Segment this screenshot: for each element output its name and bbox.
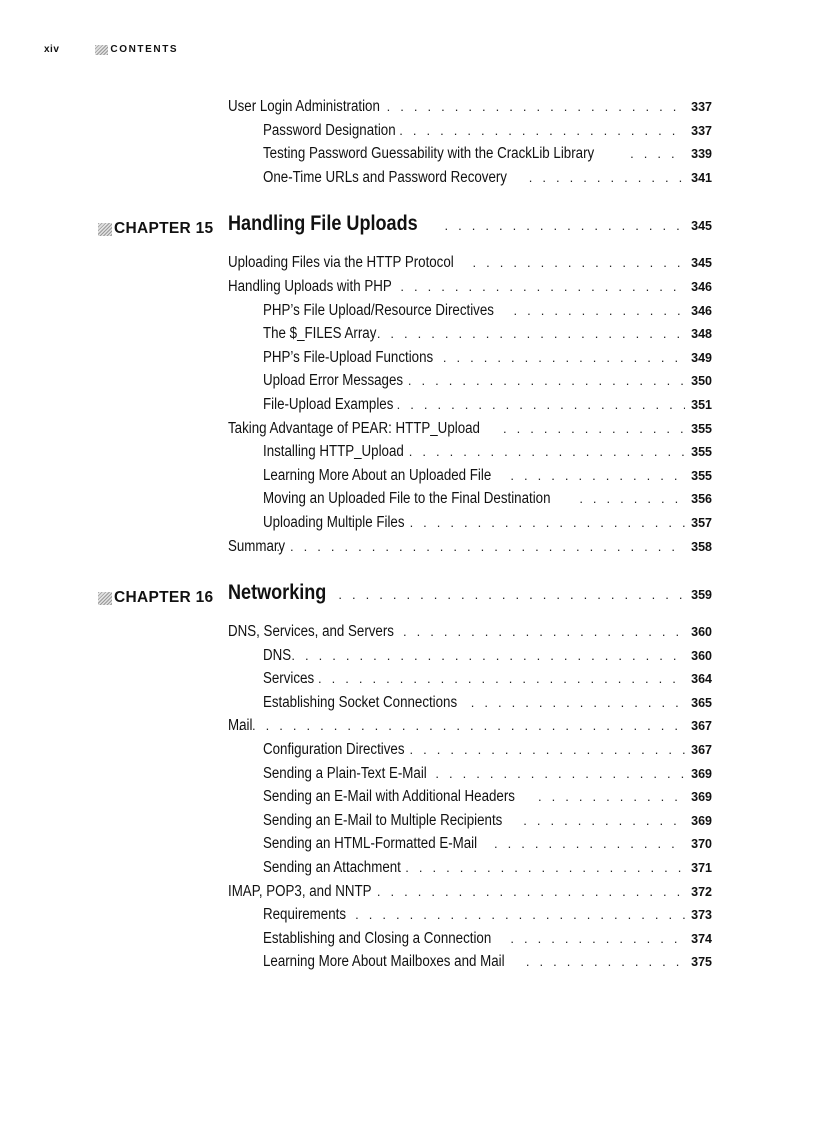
dot-leader bbox=[410, 742, 685, 757]
dot-leader bbox=[410, 515, 685, 530]
chapter-heading-15[interactable] bbox=[0, 212, 816, 248]
toc-entry-page: 337 bbox=[691, 100, 712, 114]
toc-entry-page: 360 bbox=[691, 648, 712, 663]
toc-entry-page: 373 bbox=[691, 908, 712, 923]
toc-entry-title: Password Designation bbox=[263, 121, 396, 139]
toc-entry-title: IMAP, POP3, and NNTP bbox=[228, 882, 372, 900]
dot-leader bbox=[510, 468, 685, 483]
dot-leader bbox=[435, 766, 685, 781]
toc-entry-page: 365 bbox=[691, 695, 712, 710]
dot-leader bbox=[579, 491, 685, 506]
toc-block-chapter-15 bbox=[0, 254, 816, 561]
chapter-page: 359 bbox=[691, 588, 712, 603]
toc-entry-page: 350 bbox=[691, 374, 712, 389]
dot-leader bbox=[513, 303, 685, 318]
toc-entry-title: Services bbox=[263, 670, 315, 688]
chapter-title-row bbox=[228, 212, 712, 248]
toc-entry-title: Sending a Plain-Text E-Mail bbox=[263, 764, 427, 782]
toc-entry-title: Configuration Directives bbox=[263, 741, 405, 759]
dot-leader bbox=[400, 279, 685, 294]
chapter-page: 345 bbox=[691, 219, 712, 234]
chapter-title-row bbox=[228, 581, 712, 617]
toc-entry[interactable] bbox=[263, 443, 712, 467]
chapter-title: Networking bbox=[228, 581, 327, 605]
dot-leader bbox=[377, 884, 685, 899]
toc-entry-page: 355 bbox=[691, 445, 712, 460]
toc-entry[interactable] bbox=[263, 930, 712, 954]
toc-entry-page: 375 bbox=[691, 955, 712, 970]
toc-entry-page: 367 bbox=[691, 719, 712, 734]
toc-entry-title: Establishing and Closing a Connection bbox=[263, 929, 492, 947]
toc-entry-page: 346 bbox=[691, 279, 712, 294]
spacer bbox=[0, 561, 816, 581]
toc-entry-page: 358 bbox=[691, 539, 712, 554]
dot-leader bbox=[443, 350, 685, 365]
toc-entry-title: Installing HTTP_Upload bbox=[263, 443, 404, 461]
dot-leader bbox=[445, 218, 689, 233]
toc-entry-title: Establishing Socket Connections bbox=[263, 693, 458, 711]
dot-leader bbox=[304, 671, 685, 686]
toc-entry[interactable] bbox=[263, 788, 712, 812]
dot-leader bbox=[409, 444, 685, 459]
dot-leader bbox=[526, 954, 685, 969]
toc-entry[interactable] bbox=[263, 396, 712, 420]
dot-leader bbox=[472, 255, 685, 270]
chapter-heading-16[interactable] bbox=[0, 581, 816, 617]
toc-entry-page: 341 bbox=[691, 170, 712, 185]
hatch-ornament-icon bbox=[98, 592, 112, 605]
dot-leader bbox=[408, 373, 685, 388]
toc-entry[interactable] bbox=[263, 859, 712, 883]
toc-entry[interactable] bbox=[263, 514, 712, 538]
dot-leader bbox=[338, 587, 688, 602]
dot-leader bbox=[494, 836, 685, 851]
toc-entry-page: 360 bbox=[691, 625, 712, 640]
dot-leader bbox=[503, 421, 685, 436]
dot-leader bbox=[523, 813, 685, 828]
toc-entry-title: Handling Uploads with PHP bbox=[228, 277, 392, 295]
chapter-label bbox=[98, 589, 213, 607]
toc-entry[interactable] bbox=[228, 254, 712, 278]
running-head bbox=[44, 44, 178, 55]
toc-entry-title: Uploading Multiple Files bbox=[263, 513, 405, 531]
toc-entry-title: File-Upload Examples bbox=[263, 395, 394, 413]
hatch-ornament-icon bbox=[98, 223, 112, 236]
hatch-ornament-icon bbox=[95, 45, 108, 55]
toc-entry-title: Sending an HTML-Formatted E-Mail bbox=[263, 835, 478, 853]
toc-entry[interactable] bbox=[263, 302, 712, 326]
toc-entry-title: User Login Administration bbox=[228, 98, 380, 115]
toc-entry-title: PHP’s File-Upload Functions bbox=[263, 348, 434, 366]
toc-entry[interactable] bbox=[228, 717, 712, 741]
dot-leader bbox=[471, 695, 685, 710]
toc-entry[interactable] bbox=[263, 670, 712, 694]
toc-entry[interactable] bbox=[263, 953, 712, 977]
toc-entry-page: 364 bbox=[691, 672, 712, 687]
toc-entry[interactable] bbox=[228, 883, 712, 907]
dot-leader bbox=[403, 624, 685, 639]
dot-leader bbox=[342, 907, 686, 922]
chapter-number: CHAPTER 15 bbox=[114, 220, 214, 238]
toc-entry-title: Testing Password Guessability with the CrackLib Library bbox=[263, 145, 595, 163]
toc-entry[interactable] bbox=[228, 538, 712, 562]
toc-entry-page: 374 bbox=[691, 931, 712, 946]
toc-entry-title: Moving an Uploaded File to the Final Destination bbox=[263, 490, 551, 508]
toc-entry[interactable] bbox=[263, 694, 712, 718]
dot-leader bbox=[276, 539, 685, 554]
toc-entry-page: 372 bbox=[691, 884, 712, 899]
toc-entry-page: 346 bbox=[691, 303, 712, 318]
toc-entry-page: 355 bbox=[691, 421, 712, 436]
toc-entry[interactable] bbox=[263, 490, 712, 514]
toc-entry-page: 369 bbox=[691, 766, 712, 781]
chapter-label bbox=[98, 220, 213, 238]
toc-entry[interactable] bbox=[228, 623, 712, 647]
toc-entry[interactable] bbox=[263, 467, 712, 491]
toc-entry[interactable] bbox=[228, 420, 712, 444]
toc-entry-title: Learning More About an Uploaded File bbox=[263, 466, 492, 484]
toc-entry-title: Mail bbox=[228, 717, 253, 735]
dot-leader bbox=[238, 718, 685, 733]
toc-entry[interactable] bbox=[263, 169, 712, 193]
dot-leader bbox=[387, 99, 685, 114]
toc-entry[interactable] bbox=[263, 122, 712, 146]
toc-entry-page: 345 bbox=[691, 256, 712, 271]
toc-entry-page: 371 bbox=[691, 861, 712, 876]
dot-leader bbox=[405, 860, 685, 875]
dot-leader bbox=[278, 648, 685, 663]
toc-entry-title: DNS, Services, and Servers bbox=[228, 623, 394, 641]
toc-entry-page: 370 bbox=[691, 837, 712, 852]
toc-entry-page: 349 bbox=[691, 350, 712, 365]
toc-entry-page: 367 bbox=[691, 743, 712, 758]
section-title: CONTENTS bbox=[110, 44, 179, 55]
dot-leader bbox=[529, 170, 685, 185]
toc-block-intro bbox=[0, 98, 816, 192]
toc-entry[interactable] bbox=[263, 765, 712, 789]
spacer bbox=[0, 192, 816, 212]
toc-entry[interactable] bbox=[263, 835, 712, 859]
toc-entry-title: DNS bbox=[263, 646, 292, 664]
toc-entry-title: One-Time URLs and Password Recovery bbox=[263, 168, 507, 186]
toc-block-chapter-16 bbox=[0, 623, 816, 977]
toc-entry[interactable] bbox=[263, 372, 712, 396]
toc-entry-title: PHP’s File Upload/Resource Directives bbox=[263, 301, 494, 319]
dot-leader bbox=[397, 397, 685, 412]
table-of-contents bbox=[0, 98, 816, 977]
toc-entry-page: 369 bbox=[691, 813, 712, 828]
toc-entry-title: Uploading Files via the HTTP Protocol bbox=[228, 254, 454, 272]
dot-leader bbox=[510, 931, 685, 946]
toc-entry[interactable] bbox=[228, 278, 712, 302]
dot-leader bbox=[399, 123, 685, 138]
toc-entry-title: Sending an E-Mail to Multiple Recipients bbox=[263, 811, 503, 829]
toc-entry-title: Sending an Attachment bbox=[263, 859, 401, 877]
toc-entry[interactable] bbox=[263, 812, 712, 836]
dot-leader bbox=[377, 326, 685, 341]
toc-entry[interactable] bbox=[263, 741, 712, 765]
toc-entry-page: 348 bbox=[691, 327, 712, 342]
dot-leader bbox=[538, 789, 685, 804]
toc-entry[interactable] bbox=[263, 349, 712, 373]
toc-entry-title: Summary bbox=[228, 537, 286, 555]
toc-entry[interactable] bbox=[263, 325, 712, 349]
toc-entry[interactable] bbox=[263, 906, 712, 930]
toc-entry-page: 356 bbox=[691, 492, 712, 507]
chapter-number: CHAPTER 16 bbox=[114, 589, 214, 607]
toc-entry-title: Upload Error Messages bbox=[263, 372, 404, 390]
dot-leader bbox=[630, 146, 685, 161]
toc-entry-page: 339 bbox=[691, 147, 712, 162]
toc-entry-title: Learning More About Mailboxes and Mail bbox=[263, 953, 505, 971]
toc-entry-title: Requirements bbox=[263, 906, 346, 924]
toc-entry[interactable] bbox=[263, 145, 712, 169]
toc-entry-title: The $_FILES Array bbox=[263, 325, 377, 343]
chapter-title: Handling File Uploads bbox=[228, 212, 418, 236]
toc-entry-title: Sending an E-Mail with Additional Headers bbox=[263, 788, 515, 806]
toc-entry[interactable] bbox=[263, 647, 712, 671]
toc-entry-page: 337 bbox=[691, 123, 712, 138]
toc-entry[interactable] bbox=[228, 98, 712, 122]
page-number: xiv bbox=[44, 44, 60, 55]
toc-entry-page: 351 bbox=[691, 397, 712, 412]
toc-entry-page: 369 bbox=[691, 790, 712, 805]
toc-entry-title: Taking Advantage of PEAR: HTTP_Upload bbox=[228, 419, 480, 437]
toc-entry-page: 355 bbox=[691, 468, 712, 483]
toc-entry-page: 357 bbox=[691, 515, 712, 530]
